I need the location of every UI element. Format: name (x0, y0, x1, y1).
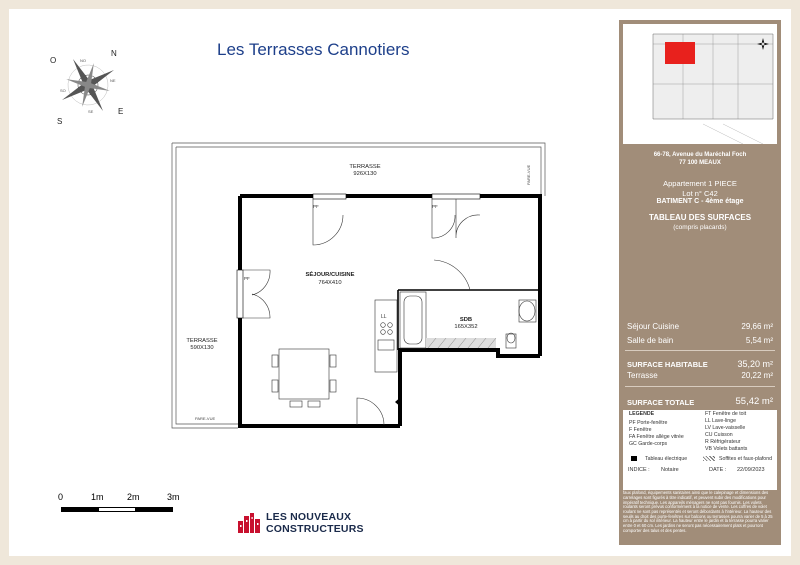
scale-label: 2m (127, 492, 140, 502)
legend-soffite: Soffites et faux-plafond (719, 456, 772, 462)
bathroom-fixtures (400, 260, 536, 348)
room-dims-sejour: 764X410 (318, 280, 342, 286)
surface-total-value: 55,42 m² (735, 396, 773, 407)
scale-label: 3m (167, 492, 180, 502)
surface-row-label: Salle de bain (627, 336, 674, 345)
door-swings (243, 199, 480, 425)
compass-label-ne: NE (110, 78, 116, 83)
legend-heading: LEGENDE (629, 411, 655, 417)
scale-segment (61, 507, 99, 512)
surface-row-value: 29,66 m² (741, 322, 773, 331)
compass-label-o: O (50, 56, 57, 65)
compass-label-n: N (111, 49, 117, 58)
legend-tableau: Tableau électrique (645, 456, 688, 462)
scale-segment (135, 507, 173, 512)
date-value: 22/09/2023 (737, 467, 765, 473)
kitchen-units (375, 300, 397, 372)
room-name-terrace-left: TERRASSE (186, 338, 218, 344)
lot-number: Lot n° C42 (682, 189, 718, 198)
window-pf-3 (237, 270, 243, 318)
terrace-surface-label: Terrasse (627, 371, 658, 380)
brand-line-2: CONSTRUCTEURS (266, 523, 364, 535)
surface-row-label: Séjour Cuisine (627, 322, 680, 331)
pare-vue-label: PARE-VUE (526, 164, 531, 185)
legend-soffite-icon (703, 456, 715, 461)
legend-item: CU Cuisson (705, 432, 733, 438)
brand-line-1: LES NOUVEAUX (266, 511, 352, 523)
building-floor: BATIMENT C - 4ème étage (656, 198, 744, 205)
legend-item: LL Lave-linge (705, 418, 736, 424)
window-pf-1 (313, 194, 346, 199)
location-map (623, 24, 777, 144)
divider (625, 386, 775, 387)
legend-item: F Fenêtre (629, 427, 652, 433)
surface-row-value: 5,54 m² (745, 336, 773, 345)
brand-logo (238, 511, 408, 535)
scale-bar (55, 492, 195, 512)
legend-item: GC Garde-corps (629, 441, 668, 447)
scale-label: 1m (91, 492, 104, 502)
soffit-hatch (426, 338, 496, 348)
indice-label: INDICE : (628, 467, 650, 473)
divider (625, 350, 775, 351)
legend-item: LV Lave-vaisselle (705, 425, 746, 431)
legend-item: FT Fenêtre de toit (705, 411, 747, 417)
info-panel (619, 20, 781, 545)
room-dims-terrace-top: 926X130 (353, 171, 377, 177)
legend-tableau-icon (631, 456, 637, 461)
compass-label-se: SE (88, 109, 94, 114)
pare-vue-label: PARE-VUE (195, 416, 216, 421)
terrace-outline (172, 143, 545, 428)
dining-table (272, 349, 336, 407)
legend-item: VB Volets battants (705, 446, 748, 452)
notaire-label: Notaire (661, 467, 679, 473)
date-label: DATE : (709, 467, 727, 473)
project-title: Les Terrasses Cannotiers (217, 40, 410, 59)
surface-habitable-label: SURFACE HABITABLE (627, 360, 708, 369)
legend-item: R Réfrigérateur (705, 439, 741, 445)
address-line-2: 77 100 MEAUX (679, 160, 721, 166)
apartment-walls (240, 196, 540, 426)
pf-label: PF (244, 276, 250, 281)
legend-item: FA Fenêtre allège vitrée (629, 434, 684, 440)
compass-label-s: S (57, 117, 63, 126)
compass-label-no: NO (80, 58, 86, 63)
scale-label: 0 (58, 492, 64, 502)
compass-label-e: E (118, 107, 124, 116)
scale-segment (98, 507, 136, 512)
pf-label: PF (432, 204, 438, 209)
room-dims-sdb: 165X352 (454, 324, 478, 330)
document-meta (623, 465, 777, 477)
compass-label-so: SO (60, 88, 66, 93)
room-name-sejour: SÉJOUR/CUISINE (305, 272, 355, 278)
pf-label: PF (313, 204, 319, 209)
surface-table-subtitle: (compris placards) (673, 224, 727, 231)
brand-logo-icon (238, 513, 260, 533)
surface-total-label: SURFACE TOTALE (627, 398, 695, 407)
terrace-surface-value: 20,22 m² (741, 371, 773, 380)
room-name-terrace-top: TERRASSE (349, 164, 381, 170)
room-name-sdb: SDB (459, 317, 473, 323)
address-line-1: 66-78, Avenue du Maréchal Foch (653, 152, 747, 158)
apartment-type: Appartement 1 PIECE (663, 179, 737, 188)
surface-habitable-value: 35,20 m² (737, 359, 773, 369)
disclaimer-text: Des modifications sont susceptibles d'être apportées à ce plan en fonction des nécessités techniques, de la réalisation, de la mise en conformité des dimensions libres que l'équipement. Les surfaces sont approximatives. Les retombées, soffites, faux plafond, équipements sanitaires ainsi que le calepinage et dimensions des carrelages sont figurés à titre indicatif, et peuvent subir des modifications pour impératif technique. Les appareils ménagers ne sont pas fournis. Les volets roulants seront prévus conformément à la notice de vente. Les coffres de volet roulant ne sont pas représentés et seront débordants à l'intérieur. La hauteur des seuils au droit des porte-fenêtres sur balcons ou terrasses pourra varier de 5 à 25 cm à partir du sol intérieur. La hauteur entre le jardin et la terrasse pourra varier entre 0 et 60 cm. Les jardins ne seront pas nécessairement plats et pourront comporter des talus et des pentes. (623, 477, 776, 533)
surface-table-title: TABLEAU DES SURFACES (648, 213, 752, 222)
window-pf-2 (432, 194, 480, 199)
ll-label: LL (381, 314, 387, 320)
room-dims-terrace-left: 590X130 (190, 345, 214, 351)
location-map-drawing (623, 24, 777, 144)
legend-item: PF Porte-fenêtre (629, 420, 668, 426)
